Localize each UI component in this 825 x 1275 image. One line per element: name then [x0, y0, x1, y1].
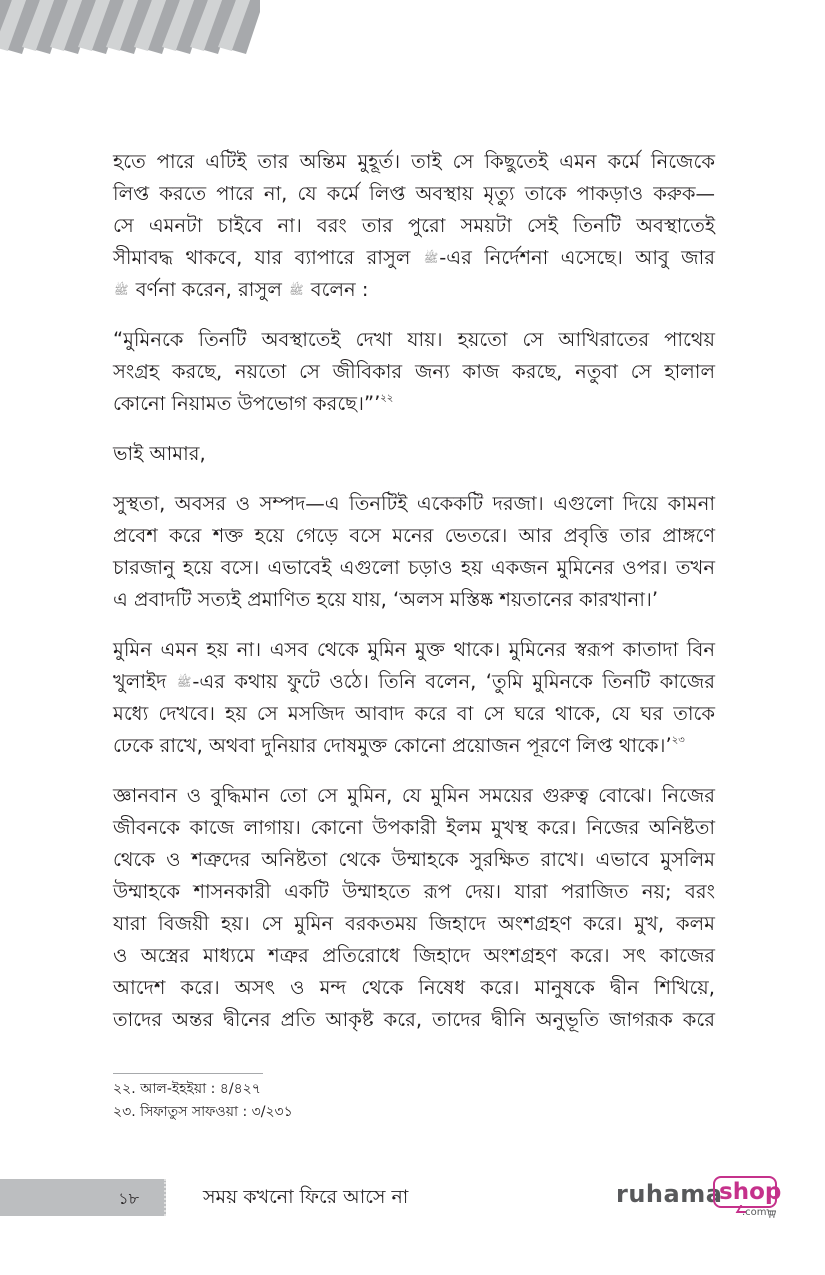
paragraph-1 — [113, 146, 715, 306]
footnote-reference[interactable]: ২৩ — [671, 735, 685, 746]
ruhamashop-logo[interactable] — [616, 1174, 781, 1222]
text-line — [113, 730, 715, 762]
page-body — [113, 146, 715, 1054]
honorific-icon: ﷺ — [289, 283, 304, 297]
text-line — [113, 274, 715, 306]
shopping-cart-icon — [766, 1209, 776, 1218]
brand-domain: .com — [742, 1207, 767, 1218]
text-line — [113, 242, 715, 274]
text-line: মধ্যে দেখবে। হয় সে মসজিদ আবাদ করে বা সে ঘরে থাকে, যে ঘর তাকে — [113, 702, 715, 725]
footnotes — [113, 1078, 293, 1124]
text-line: উম্মাহকে শাসনকারী একটি উম্মাহতে রূপ দেয়। যারা পরাজিত নয়; বরং — [113, 880, 715, 903]
hadith-quote — [113, 324, 715, 420]
text-line: আদেশ করে। অসৎ ও মন্দ থেকে নিষেধ করে। মানুষকে দ্বীন শিখিয়ে, — [113, 976, 715, 999]
text-line: যারা বিজয়ী হয়। সে মুমিন বরকতময় জিহাদে অংশগ্রহণ করে। মুখ, কলম — [113, 912, 715, 935]
honorific-icon: ﷺ — [176, 675, 192, 689]
text-line: জ্ঞানবান ও বুদ্ধিমান তো সে মুমিন, যে মুমিন সময়ের গুরুত্ব বোঝে। নিজের — [113, 784, 715, 807]
brand-shop-badge — [713, 1176, 782, 1208]
text-segment: কোনো নিয়ামত উপভোগ করছে।”’ — [113, 392, 381, 415]
honorific-icon: ﷺ — [114, 283, 129, 297]
text-line: ও অস্ত্রের মাধ্যমে শত্রুর প্রতিরোধে জিহাদে অংশগ্রহণ করে। সৎ কাজের — [113, 944, 715, 967]
text-segment: বর্ণনা করেন, রাসুল — [129, 278, 289, 301]
text-segment: খুলাইদ — [113, 670, 176, 693]
text-segment: ঢেকে রাখে, অথবা দুনিয়ার দোষমুক্ত কোনো প্রয়োজন পূরণে লিপ্ত থাকে।’ — [113, 734, 672, 757]
text-line: লিপ্ত করতে পারে না, যে কর্মে লিপ্ত অবস্থায় মৃত্যু তাকে পাকড়াও করুক— — [113, 182, 715, 205]
brand-name-ruhama: ruhama — [616, 1180, 723, 1208]
page-number-tab — [0, 1179, 166, 1216]
text-segment: -এর কথায় ফুটে ওঠে। তিনি বলেন, ‘তুমি মুমিনকে তিনটি কাজের — [192, 670, 716, 693]
text-line: ভাই আমার, — [113, 442, 206, 465]
text-line: সংগ্রহ করছে, নয়তো সে জীবিকার জন্য কাজ করছে, নতুবা সে হালাল — [113, 360, 715, 383]
salutation — [113, 438, 715, 470]
paragraph-5 — [113, 634, 715, 762]
text-line: হতে পারে এটিই তার অন্তিম মুহূর্ত। তাই সে কিছুতেই এমন কর্মে নিজেকে — [113, 150, 715, 173]
page-number: ১৮ — [118, 1189, 139, 1208]
header-stripes-decoration — [0, 0, 260, 56]
text-line: সে এমনটা চাইবে না। বরং তার পুরো সময়টা সেই তিনটি অবস্থাতেই — [113, 214, 715, 237]
text-line: প্রবেশ করে শক্ত হয়ে গেড়ে বসে মনের ভেতরে। আর প্রবৃত্তি তার প্রাঙ্গণে — [113, 524, 715, 547]
text-line: মুমিন এমন হয় না। এসব থেকে মুমিন মুক্ত থাকে। মুমিনের স্বরূপ কাতাদা বিন — [113, 638, 715, 661]
footnote-divider — [113, 1073, 263, 1074]
paragraph-6 — [113, 780, 715, 1036]
text-line: “মুমিনকে তিনটি অবস্থাতেই দেখা যায়। হয়তো সে আখিরাতের পাথেয় — [113, 328, 715, 351]
text-line — [113, 666, 715, 698]
text-line: এ প্রবাদটি সত্যই প্রমাণিত হয়ে যায়, ‘অলস মস্তিষ্ক শয়তানের কারখানা।’ — [113, 588, 659, 611]
text-segment: সীমাবদ্ধ থাকবে, যার ব্যাপারে রাসুল — [113, 246, 423, 269]
text-line: থেকে ও শত্রুদের অনিষ্টতা থেকে উম্মাহকে সুরক্ষিত রাখে। এভাবে মুসলিম — [113, 848, 715, 871]
footnote-reference[interactable]: ২২ — [380, 393, 394, 404]
text-line — [113, 388, 715, 420]
paragraph-4 — [113, 488, 715, 616]
brand-name-shop: shop — [719, 1179, 782, 1205]
footnote-23: ২৩. সিফাতুস সাফওয়া : ৩/২৩১ — [113, 1104, 293, 1120]
text-segment: -এর নির্দেশনা এসেছে। আবু জার — [439, 246, 715, 269]
text-line: তাদের অন্তর দ্বীনের প্রতি আকৃষ্ট করে, তাদের দ্বীনি অনুভূতি জাগরূক করে — [113, 1008, 715, 1031]
honorific-icon: ﷺ — [423, 251, 439, 265]
text-segment: বলেন : — [304, 278, 369, 301]
text-line: জীবনকে কাজে লাগায়। কোনো উপকারী ইলম মুখস্থ করে। নিজের অনিষ্টতা — [113, 816, 715, 839]
running-title: সময় কখনো ফিরে আসে না — [203, 1186, 409, 1208]
text-line: চারজানু হয়ে বসে। এভাবেই এগুলো চড়াও হয় একজন মুমিনের ওপর। তখন — [113, 556, 715, 579]
text-line: সুস্থতা, অবসর ও সম্পদ—এ তিনটিই একেকটি দরজা। এগুলো দিয়ে কামনা — [113, 492, 715, 515]
footnote-22: ২২. আল-ইহইয়া : ৪/৪২৭ — [113, 1081, 261, 1097]
